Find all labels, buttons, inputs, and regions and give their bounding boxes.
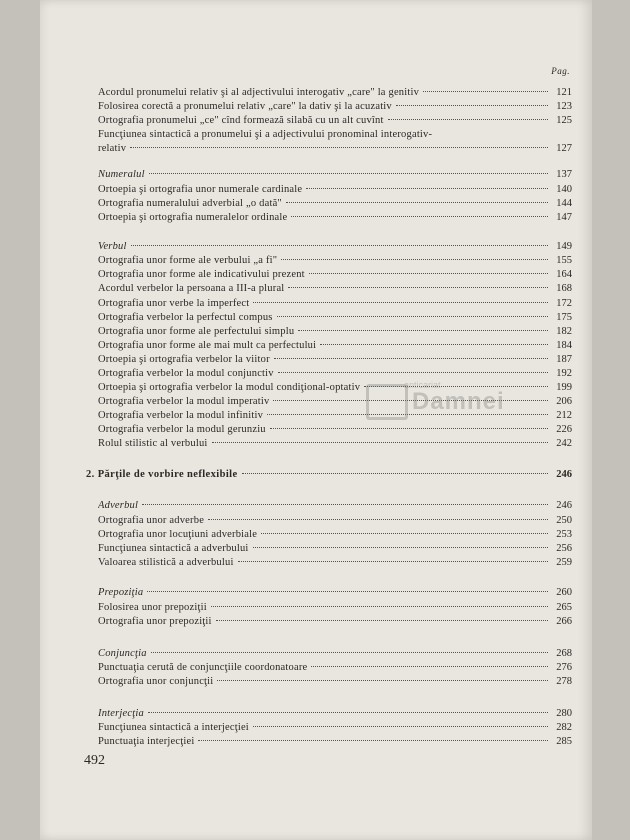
toc-heading-title: Interjecţia [98,708,144,719]
toc-entry-page: 282 [556,722,572,733]
toc-section-title: 2. Părţile de vorbire neflexibile [86,469,238,480]
toc-entry-title: Ortografia unor prepoziţii [98,616,212,627]
dot-leader [208,519,548,520]
toc-entry-page: 253 [556,529,572,540]
toc-entry-page: 199 [556,382,572,393]
toc-entry-title: Ortografia unor locuţiuni adverbiale [98,529,258,540]
toc-entry-page: 184 [556,340,572,351]
toc-entry [98,339,572,353]
dot-leader [306,188,548,189]
toc-entry-title: Valoarea stilistică a adverbului [98,557,234,568]
toc-entry-title: Rolul stilistic al verbului [98,438,208,449]
dot-leader [281,259,548,260]
toc-entry [98,675,572,689]
dot-leader [216,620,548,621]
toc-entry-page: 137 [556,169,572,180]
toc-entry-page: 164 [556,269,572,280]
toc-heading-title: Conjuncţia [98,648,147,659]
toc-entry-title: Ortografia verbelor la modul gerunziu [98,424,266,435]
dot-leader [253,547,548,548]
toc-entry-page: 187 [556,354,572,365]
toc-entry [98,268,572,282]
toc-entry-page: 125 [556,115,572,126]
toc-entry [98,114,572,128]
toc-entry [98,254,572,268]
toc-entry [98,197,572,211]
toc-section-heading [86,468,572,482]
dot-leader [309,273,548,274]
toc-entry-page: 246 [556,500,572,511]
dot-leader [217,680,548,681]
dot-leader [147,591,548,592]
toc-entry-title: Ortografia unor forme ale verbului „a fi" [98,255,278,266]
dot-leader [288,287,548,288]
toc-entry [98,282,572,296]
dot-leader [311,666,548,667]
toc-entry-page: 259 [556,557,572,568]
toc-entry [98,514,572,528]
dot-leader [320,344,548,345]
book-page [40,0,592,840]
dot-leader [261,533,548,534]
toc-entry-page: 140 [556,184,572,195]
toc-entry-page: 242 [556,438,572,449]
toc-entry-title: Ortografia unor adverbe [98,515,205,526]
dot-leader [396,105,548,106]
toc-entry-page: 285 [556,736,572,747]
toc-entry [98,556,572,570]
toc-entry [98,183,572,197]
toc-entry-page: 147 [556,212,572,223]
dot-leader [211,606,548,607]
dot-leader [298,330,548,331]
toc-entry-title: Ortoepia şi ortografia verbelor la viitor [98,354,270,365]
toc-entry-page: 182 [556,326,572,337]
toc-entry [98,721,572,735]
toc-entry-page: 168 [556,283,572,294]
watermark-logo [360,380,520,420]
toc-entry-page: 149 [556,241,572,252]
toc-entry-title: Folosirea unor prepoziţii [98,602,207,613]
toc-entry [98,311,572,325]
dot-leader [131,245,548,246]
toc-entry-page: 212 [556,410,572,421]
toc-heading-title: Adverbul [98,500,139,511]
toc-entry [98,297,572,311]
toc-entry-title: Acordul pronumelui relativ şi al adjectivului interogativ „care" la genitiv [98,87,420,98]
page-column-header: Pag. [551,66,570,76]
toc-entry-page: 123 [556,101,572,112]
toc-entry-title: Ortoepia şi ortografia unor numerale cardinale [98,184,303,195]
toc-entry [98,661,572,675]
toc-entry-title: Acordul verbelor la persoana a III-a plural [98,283,285,294]
dot-leader [388,119,548,120]
toc-entry-page: 175 [556,312,572,323]
watermark-big-text: Damnei [412,388,505,415]
toc-entry [98,325,572,339]
toc-group-heading [98,240,572,254]
toc-entry-title: Ortografia unor forme ale mai mult ca perfectului [98,340,317,351]
toc-entry-page: 266 [556,616,572,627]
toc-entry-page: 250 [556,515,572,526]
toc-entry-title: Ortografia verbelor la modul conjunctiv [98,368,274,379]
toc-entry-title: Punctuaţia cerută de conjuncţiile coordonatoare [98,662,308,673]
toc-entry-page: 144 [556,198,572,209]
toc-entry-page: 192 [556,368,572,379]
dot-leader [253,726,548,727]
dot-leader [130,147,548,148]
toc-entry [98,601,572,615]
toc-entry-page: 280 [556,708,572,719]
toc-entry-wrapped-line: Funcţiunea sintactică a pronumelui şi a adjectivului pronominal interogativ- [98,129,433,140]
toc-entry-page: 121 [556,87,572,98]
toc-entry-title: Ortoepia şi ortografia numeralelor ordinale [98,212,288,223]
toc-entry-page: 265 [556,602,572,613]
toc-entry-page: 260 [556,587,572,598]
toc-entry [98,142,572,156]
toc-entry [98,423,572,437]
toc-entry-title: Ortografia verbelor la modul infinitiv [98,410,264,421]
dot-leader [238,561,548,562]
toc-entry-page: 226 [556,424,572,435]
toc-entry-title: Punctuaţia interjecţiei [98,736,195,747]
toc-entry-title: Funcţiunea sintactică a adverbului [98,543,249,554]
toc-entry [98,735,572,749]
toc-entry [98,353,572,367]
toc-entry-title: Ortografia unor conjuncţii [98,676,214,687]
toc-group-heading [98,499,572,513]
dot-leader [149,173,548,174]
dot-leader [274,358,548,359]
dot-leader [291,216,548,217]
toc-heading-title: Prepoziţia [98,587,144,598]
toc-entry [98,86,572,100]
toc-entry [98,211,572,225]
toc-entry [98,437,572,451]
table-of-contents [40,0,592,840]
toc-entry [98,367,572,381]
toc-entry-page: 127 [556,143,572,154]
toc-heading-title: Verbul [98,241,127,252]
dot-leader [242,473,548,474]
dot-leader [286,202,548,203]
toc-group-heading [98,168,572,182]
toc-entry-page: 172 [556,298,572,309]
toc-entry-title: Ortoepia şi ortografia verbelor la modul condiţional-optativ [98,382,361,393]
dot-leader [212,442,548,443]
watermark-small-text: anticariat [404,380,441,390]
toc-entry [98,528,572,542]
toc-entry [98,615,572,629]
toc-entry-title: Ortografia verbelor la perfectul compus [98,312,273,323]
toc-entry-title: Ortografia unor verbe la imperfect [98,298,250,309]
toc-entry-page: 256 [556,543,572,554]
toc-entry-page: 155 [556,255,572,266]
toc-group-heading [98,647,572,661]
dot-leader [253,302,548,303]
toc-group-heading [98,586,572,600]
dot-leader [423,91,548,92]
toc-entry-page: 268 [556,648,572,659]
toc-entry-title: Ortografia unor forme ale indicativului prezent [98,269,305,280]
toc-heading-title: Numeralul [98,169,145,180]
dot-leader [142,504,548,505]
toc-entry-page: 276 [556,662,572,673]
toc-entry [98,100,572,114]
toc-entry-title: Ortografia numeralului adverbial „o dată" [98,198,282,209]
toc-entry-page: 278 [556,676,572,687]
toc-entry-title: Ortografia verbelor la modul imperativ [98,396,270,407]
dot-leader [278,372,548,373]
toc-entry-title: Ortografia unor forme ale perfectului simplu [98,326,295,337]
toc-entry-page: 246 [556,469,572,480]
toc-entry-title: Folosirea corectă a pronumelui relativ „care" la dativ şi la acuzativ [98,101,392,112]
toc-entry-title: relativ [98,143,127,154]
page-number: 492 [84,753,105,768]
toc-entry [98,542,572,556]
toc-entry-page: 206 [556,396,572,407]
toc-group-heading [98,707,572,721]
dot-leader [277,316,548,317]
toc-entry-title: Ortografia pronumelui „ce" cînd formează silabă cu un alt cuvînt [98,115,384,126]
dot-leader [270,428,548,429]
dot-leader [151,652,548,653]
toc-entry-title: Funcţiunea sintactică a interjecţiei [98,722,249,733]
dot-leader [198,740,548,741]
book-icon [366,384,408,420]
dot-leader [148,712,548,713]
